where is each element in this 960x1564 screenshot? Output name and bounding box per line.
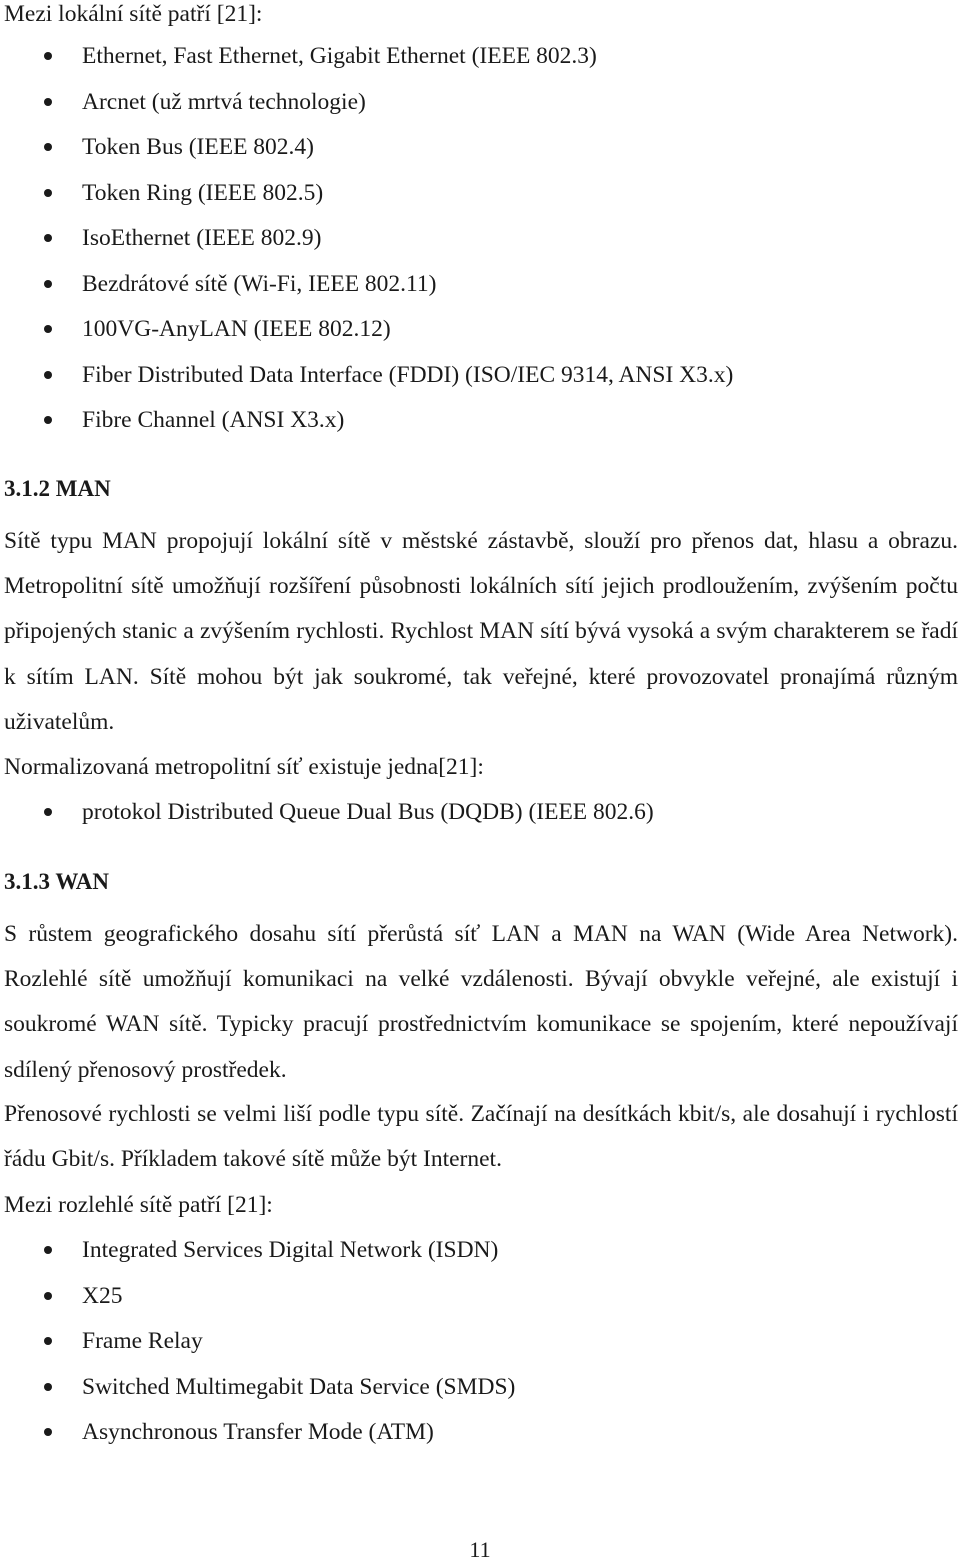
- list-item: [0, 314, 733, 360]
- list-item: [0, 178, 733, 224]
- list-item: [0, 797, 654, 843]
- bullet-icon: [44, 143, 52, 151]
- bullet-icon: [44, 325, 52, 333]
- list-item-text: Integrated Services Digital Network (ISDN): [82, 1237, 499, 1263]
- bullet-icon: [44, 234, 52, 242]
- wan-paragraph-2: Přenosové rychlosti se velmi liší podle typu sítě. Začínají na desítkách kbit/s, ale dosahují i rychlostí řádu Gbit/s. Příkladem takové sítě může být Internet.: [4, 1101, 958, 1173]
- list-item-text: IsoEthernet (IEEE 802.9): [82, 225, 322, 251]
- man-list: [0, 797, 654, 843]
- list-item-text: Arcnet (už mrtvá technologie): [82, 88, 366, 115]
- bullet-icon: [44, 1337, 52, 1345]
- list-item: [0, 405, 733, 451]
- wan-list: [0, 1235, 515, 1463]
- list-item: [0, 1417, 515, 1463]
- bullet-icon: [44, 371, 52, 379]
- bullet-icon: [44, 1292, 52, 1300]
- wan-paragraph-1: S růstem geografického dosahu sítí přerůstá síť LAN a MAN na WAN (Wide Area Network). Rozlehlé sítě umožňují komunikaci na velké vzdálenosti. Bývají obvykle veřejné, ale existují i soukromé WAN sítě. Typicky pracují prostřednictvím komunikace se spojením, které nepoužívají sdílený přenosový prostředek.: [4, 921, 958, 1083]
- list-item-text: protokol Distributed Queue Dual Bus (DQDB) (IEEE 802.6): [82, 799, 654, 825]
- bullet-icon: [44, 808, 52, 816]
- list-item-text: Fiber Distributed Data Interface (FDDI) (ISO/IEC 9314, ANSI X3.x): [82, 361, 734, 388]
- list-item-text: Token Bus (IEEE 802.4): [82, 134, 315, 160]
- bullet-icon: [44, 1246, 52, 1254]
- man-paragraph: Sítě typu MAN propojují lokální sítě v městské zástavbě, slouží pro přenos dat, hlasu a obrazu. Metropolitní sítě umožňují rozšíření působnosti lokálních sítí jejich prodloužením, zvýšením počtu připojených stanic a zvýšením rychlosti. Rychlost MAN sítí bývá vysoká a svým charakterem se řadí k sítím LAN. Sítě mohou být jak soukromé, tak veřejné, které provozovatel pronajímá různým uživatelům.: [4, 528, 958, 735]
- list-item: [0, 223, 733, 269]
- bullet-icon: [44, 98, 52, 106]
- list-item: [0, 1235, 515, 1281]
- list-item-text: Frame Relay: [82, 1328, 203, 1354]
- list-item: [0, 1281, 515, 1327]
- bullet-icon: [44, 189, 52, 197]
- list-item: [0, 360, 733, 406]
- list-item: [0, 1326, 515, 1372]
- bullet-icon: [44, 52, 52, 60]
- man-norm-intro: Normalizovaná metropolitní síť existuje jedna[21]:: [4, 754, 484, 780]
- bullet-icon: [44, 1383, 52, 1391]
- list-item-text: Ethernet, Fast Ethernet, Gigabit Ethernet (IEEE 802.3): [82, 43, 597, 69]
- list-item-text: Fibre Channel (ANSI X3.x): [82, 407, 345, 433]
- list-item: [0, 1372, 515, 1418]
- section-heading-wan: 3.1.3 WAN: [4, 869, 110, 894]
- section-heading-man: 3.1.2 MAN: [4, 476, 111, 501]
- bullet-icon: [44, 280, 52, 288]
- lan-list-intro: Mezi lokální sítě patří [21]:: [4, 1, 263, 27]
- lan-list: [0, 41, 733, 451]
- list-item-text: Bezdrátové sítě (Wi-Fi, IEEE 802.11): [82, 270, 437, 297]
- list-item-text: X25: [82, 1282, 123, 1309]
- bullet-icon: [44, 416, 52, 424]
- list-item: [0, 132, 733, 178]
- list-item: [0, 41, 733, 87]
- list-item-text: Asynchronous Transfer Mode (ATM): [82, 1419, 434, 1445]
- bullet-icon: [44, 1428, 52, 1436]
- wan-list-intro: Mezi rozlehlé sítě patří [21]:: [4, 1192, 273, 1218]
- page-number: 11: [469, 1537, 491, 1562]
- list-item-text: 100VG-AnyLAN (IEEE 802.12): [82, 316, 391, 342]
- list-item-text: Switched Multimegabit Data Service (SMDS): [82, 1373, 516, 1400]
- list-item: [0, 269, 733, 315]
- list-item-text: Token Ring (IEEE 802.5): [82, 179, 324, 206]
- list-item: [0, 87, 733, 133]
